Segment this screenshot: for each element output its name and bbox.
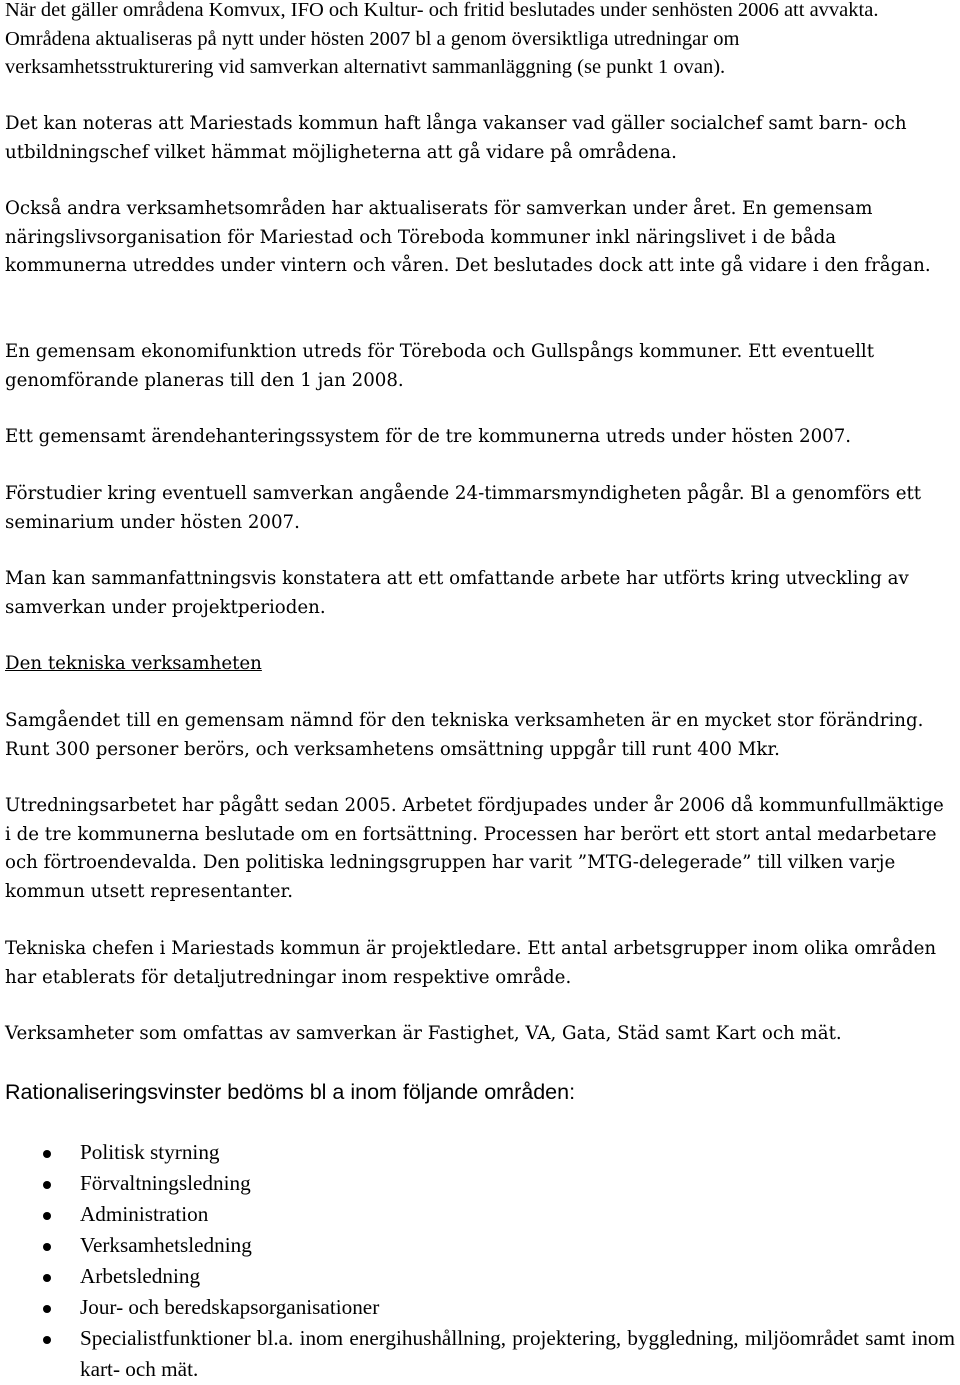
- paragraph-vakanser: Det kan noteras att Mariestads kommun haft långa vakanser vad gäller socialchef samt barn- och utbildningschef vilket hämmat möjligheterna att gå vidare på områdena.: [5, 113, 907, 163]
- paragraph-komvux: När det gäller områdena Komvux, IFO och Kultur- och fritid beslutades under senhösten 2006 att avvakta. Områdena aktualiseras på nytt under hösten 2007 bl a genom översiktliga utredningar om verksamhetsstrukturering vid samverkan alternativt sammanläggning (se punkt 1 ovan).: [5, 0, 879, 78]
- list-item: Förvaltningsledning: [5, 1168, 955, 1199]
- list-item: Specialistfunktioner bl.a. inom energihushållning, projektering, byggledning, miljöområdet samt inom kart- och mät.: [5, 1323, 955, 1385]
- bullet-list: [5, 1137, 955, 1385]
- paragraph-arendehantering: Ett gemensamt ärendehanteringssystem för de tre kommunerna utreds under hösten 2007.: [5, 426, 852, 447]
- paragraph-projektledare: Tekniska chefen i Mariestads kommun är projektledare. Ett antal arbetsgrupper inom olika områden har etablerats för detaljutredningar inom respektive område.: [5, 938, 937, 988]
- bullet-dot: [43, 1336, 51, 1344]
- bullet-dot: [43, 1243, 51, 1251]
- paragraph-utredningsarbete: Utredningsarbetet har pågått sedan 2005. Arbetet fördjupades under år 2006 då kommunfullmäktige i de tre kommunerna beslutade om en fortsättning. Processen har berört ett stort antal medarbetare och förtroendevalda. Den politiska ledningsgruppen har varit ”MTG-delegerade” till vilken varje kommun utsett representanter.: [5, 795, 944, 902]
- paragraph-verksamheter: Verksamheter som omfattas av samverkan är Fastighet, VA, Gata, Städ samt Kart och mät.: [5, 1023, 842, 1044]
- list-item: Jour- och beredskapsorganisationer: [5, 1292, 955, 1323]
- paragraph-forstudier: Förstudier kring eventuell samverkan angående 24-timmarsmyndigheten pågår. Bl a genomförs ett seminarium under hösten 2007.: [5, 483, 922, 533]
- list-item: Arbetsledning: [5, 1261, 955, 1292]
- section-heading: Den tekniska verksamheten: [5, 653, 262, 674]
- list-item: Administration: [5, 1199, 955, 1230]
- list-item: Verksamhetsledning: [5, 1230, 955, 1261]
- bullet-dot: [43, 1274, 51, 1282]
- bullet-dot: [43, 1150, 51, 1158]
- paragraph-sammanfattning: Man kan sammanfattningsvis konstatera att ett omfattande arbete har utförts kring utveckling av samverkan under projektperioden.: [5, 568, 909, 618]
- paragraph-ekonomifunktion: En gemensam ekonomifunktion utreds för Töreboda och Gullspångs kommuner. Ett eventuellt genomförande planeras till den 1 jan 2008.: [5, 341, 875, 391]
- bullet-dot: [43, 1181, 51, 1189]
- paragraph-naringsliv: Också andra verksamhetsområden har aktualiserats för samverkan under året. En gemensam näringslivsorganisation för Mariestad och Töreboda kommuner inkl näringslivet i de båda kommunerna utreddes under vintern och våren. Det beslutades dock att inte gå vidare i den frågan.: [5, 198, 931, 276]
- list-item: Politisk styrning: [5, 1137, 955, 1168]
- bullet-dot: [43, 1305, 51, 1313]
- rationalisering-heading: Rationaliseringsvinster bedöms bl a inom följande områden:: [5, 1080, 576, 1104]
- bullet-dot: [43, 1212, 51, 1220]
- paragraph-samgaende: Samgåendet till en gemensam nämnd för den tekniska verksamheten är en mycket stor förändring. Runt 300 personer berörs, och verksamhetens omsättning uppgår till runt 400 Mkr.: [5, 710, 924, 760]
